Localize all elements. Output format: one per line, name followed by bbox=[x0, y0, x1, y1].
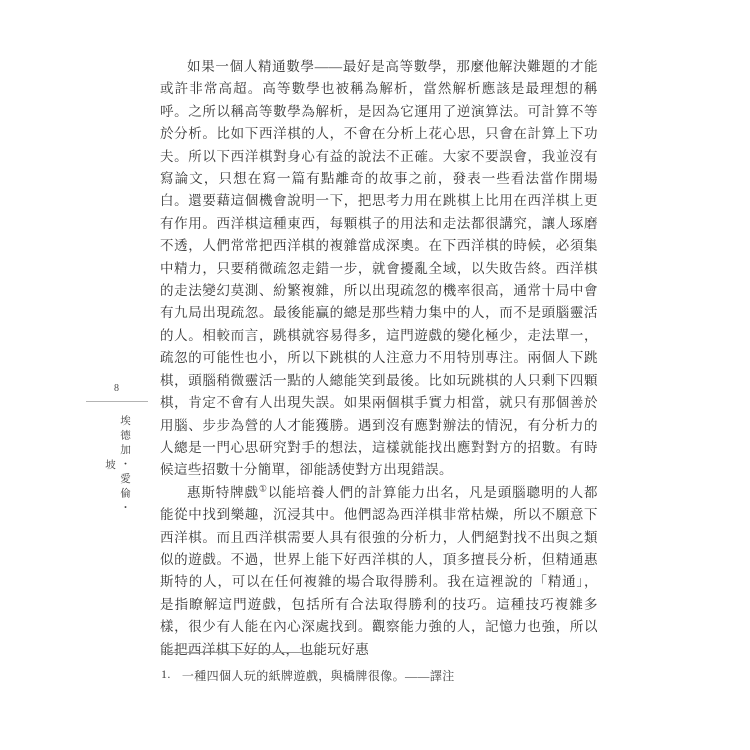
footnote-rule bbox=[161, 652, 321, 653]
footnote-area bbox=[161, 652, 599, 685]
paragraph-2-lead-text: 惠斯特牌戲 bbox=[187, 484, 259, 500]
paragraph-1-text: 如果一個人精通數學——最好是高等數學，那麼他解決難題的才能或許非常高超。高等數學也被稱為解析，當然解析應該是最理想的稱呼。之所以稱高等數學為解析，是因為它運用了逆演算法。可計算不等於分析。比如下西洋棋的人，不會在分析上花心思，只會在計算上下功夫。所以下西洋棋對身心有益的說法不正確。大家不要誤會，我並沒有寫論文，只想在寫一篇有點離奇的故事之前，發表一些看法當作開場白。還要藉這個機會說明一下，把思考力用在跳棋上比用在西洋棋上更有作用。西洋棋這種東西，每顆棋子的用法和走法都很講究，讓人琢磨不透，人們常常把西洋棋的複雜當成深奧。在下西洋棋的時候，必須集中精力，只要稍微疏忽走錯一步，就會擾亂全域，以失敗告終。西洋棋的走法變幻莫測、紛繁複雜，所以出現疏忽的機率很高，通常十局中會有九局出現疏忽。最後能贏的總是那些精力集中的人，而不是頭腦靈活的人。相較而言，跳棋就容易得多，這門遊戲的變化極少，走法單一，疏忽的可能性也小，所以下跳棋的人注意力不用特別專注。兩個人下跳棋，頭腦稍微靈活一點的人總能笑到最後。比如玩跳棋的人只剩下四顆棋，肯定不會有人出現失誤。如果兩個棋手實力相當，就只有那個善於用腦、步步為營的人才能獲勝。遇到沒有應對辦法的情況，有分析力的人總是一門心思研究對手的想法，這樣就能找出應對對方的招數。有時候這些招數十分簡單，卻能誘使對方出現錯誤。 bbox=[160, 59, 598, 478]
page-number: 8 bbox=[114, 383, 120, 394]
main-text bbox=[160, 56, 598, 661]
footnote-text: 一種四個人玩的紙牌遊戲，與橋牌很像。——譯注 bbox=[181, 669, 455, 683]
footnote-number: 1. bbox=[161, 667, 171, 681]
footnote-ref-marker: ① bbox=[258, 483, 268, 494]
footnote bbox=[161, 667, 599, 685]
paragraph-2-body-text: 以能培養人們的計算能力出名，凡是頭腦聰明的人都能從中找到樂趣，沉浸其中。他們認為西洋棋非常枯燥，所以不願意下西洋棋。而且西洋棋需要人具有很強的分析力，人們絕對找不出與之類似的遊戲。不過，世界上能下好西洋棋的人，頂多擅長分析，但精通惠斯特的人，可以在任何複雜的場合取得勝利。我在這裡說的「精通」，是指瞭解這門遊戲，包括所有合法取得勝利的技巧。這種技巧複雜多樣，很少有人能在內心深處找到。觀察能力強的人，記憶力也強，所以能把西洋棋下好的人，也能玩好惠 bbox=[160, 484, 598, 657]
paragraph-2 bbox=[160, 482, 598, 661]
sidebar bbox=[86, 383, 148, 521]
book-title-vertical: 埃德加・愛倫・坡 bbox=[104, 415, 130, 517]
paragraph-1 bbox=[160, 56, 598, 482]
sidebar-rule bbox=[86, 401, 148, 402]
